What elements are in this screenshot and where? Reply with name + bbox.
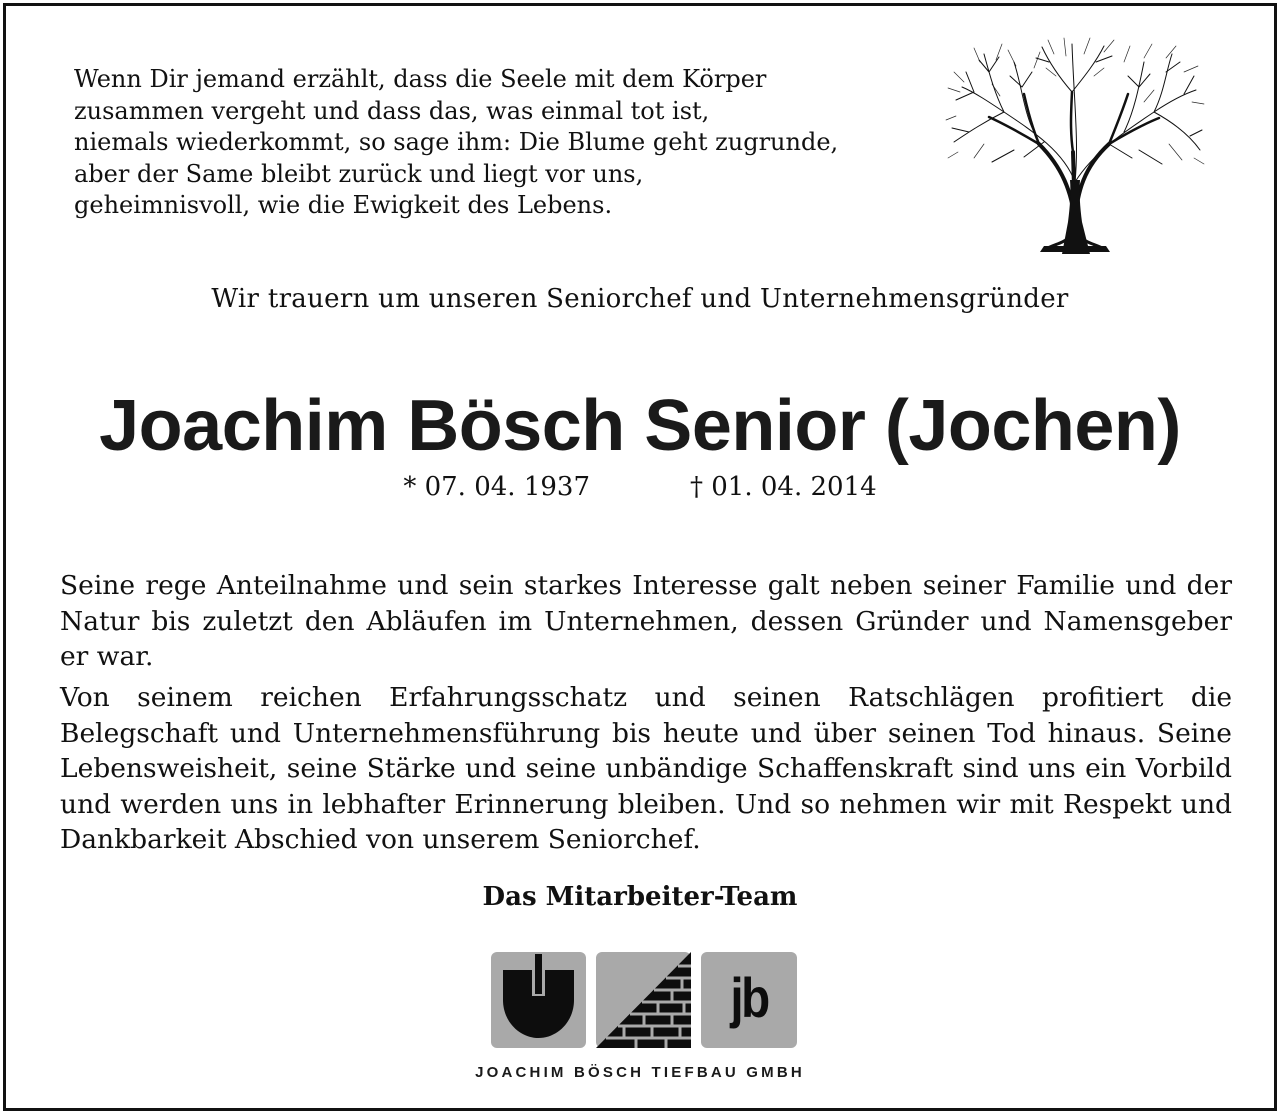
mourning-line: Wir trauern um unseren Seniorchef und Unternehmensgründer (211, 284, 1069, 314)
paragraph: Seine rege Anteilnahme und sein starkes Interesse galt neben seiner Familie und der Natur bis zuletzt den Abläufen im Unternehmen, dessen Gründer und Namensgeber er war. (60, 570, 1232, 672)
poem (74, 64, 914, 222)
deceased-name: Joachim Bösch Senior (Jochen) (99, 386, 1181, 466)
obituary-notice (3, 3, 1277, 1111)
poem-line: zusammen vergeht und dass das, was einmal tot ist, (74, 96, 710, 125)
jb-logo-icon: jb (730, 965, 768, 1029)
paragraph: Von seinem reichen Erfahrungsschatz und seinen Ratschlägen profitiert die Belegschaft und Unternehmensführung bis heute und über seinen Tod hinaus. Seine Lebensweisheit, seine Stärke und seine unbändige Schaffenskraft sind uns ein Vorbild und werden uns in lebhafter Erinnerung bleiben. Und so nehmen wir mit Respekt und Dankbarkeit Abschied von unserem Seniorchef. (60, 682, 1232, 855)
life-dates (6, 472, 1274, 502)
poem-line: niemals wiederkommt, so sage ihm: Die Blume geht zugrunde, (74, 128, 839, 156)
company-logo (491, 952, 797, 1048)
shovel-logo-icon (491, 952, 586, 1048)
signature: Das Mitarbeiter-Team (482, 882, 798, 912)
birth-date: * 07. 04. 1937 (403, 472, 590, 502)
poem-line: aber der Same bleibt zurück und liegt vor uns, (74, 159, 644, 188)
poem-line: Wenn Dir jemand erzählt, dass die Seele mit dem Körper (74, 65, 767, 93)
company-name: JOACHIM BÖSCH TIEFBAU GMBH (475, 1064, 805, 1081)
poem-line: geheimnisvoll, wie die Ewigkeit des Lebens. (74, 191, 613, 219)
brick-wall-logo-icon (596, 952, 691, 1048)
death-date: † 01. 04. 2014 (690, 472, 877, 502)
tree-icon (944, 32, 1206, 254)
